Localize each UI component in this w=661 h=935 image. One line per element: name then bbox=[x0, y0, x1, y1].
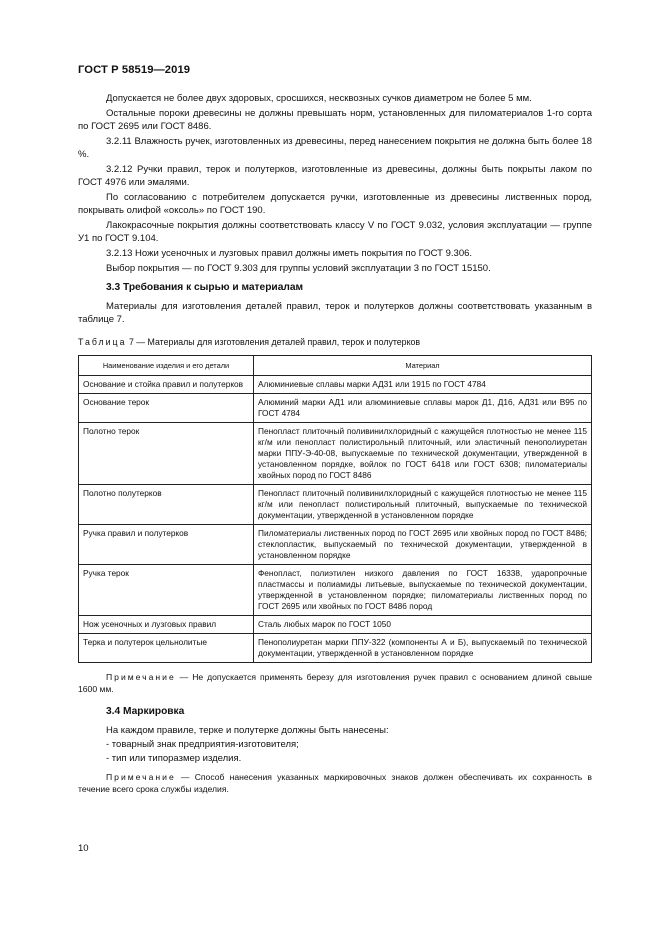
table-cell-item: Терка и полутерок цельнолитые bbox=[79, 634, 254, 663]
table-cell-item: Основание терок bbox=[79, 394, 254, 423]
paragraph: 3.2.13 Ножи усеночных и лузговых правил должны иметь покрытия по ГОСТ 9.306. bbox=[106, 248, 473, 259]
paragraph: Материалы для изготовления деталей правил, терок и полутерков должны соответствовать указанным в таблице 7. bbox=[78, 301, 592, 325]
table-row bbox=[79, 376, 592, 394]
table-row bbox=[79, 616, 592, 634]
note-text: — Способ нанесения указанных маркировочных знаков должен обеспечивать их сохранность в течение всего срока службы изделия. bbox=[78, 772, 592, 794]
table-cell-item: Основание и стойка правил и полутерков bbox=[79, 376, 254, 394]
note-label: Примечание bbox=[106, 672, 176, 682]
table-cell-item: Ручка терок bbox=[79, 565, 254, 616]
table-cell-item: Нож усеночных и лузговых правил bbox=[79, 616, 254, 634]
paragraph: Лакокрасочные покрытия должны соответствовать классу V по ГОСТ 9.032, условия эксплуатации — группе У1 по ГОСТ 9.104. bbox=[78, 220, 592, 244]
materials-table bbox=[78, 355, 592, 663]
note-text: — Не допускается применять березу для изготовления ручек правил с основанием длиной свыше 1600 мм. bbox=[78, 672, 592, 694]
table-caption-label: Таблица bbox=[78, 337, 127, 347]
table-note bbox=[78, 671, 592, 695]
table-cell-material: Пенопласт плиточный поливинилхлоридный с кажущейся плотностью не менее 115 кг/м или пенопласт полистирольный плиточный, выпускаемые по технической документации, утвержденной в установленном порядке bbox=[254, 485, 592, 525]
table-cell-material: Фенопласт, полиэтилен низкого давления по ГОСТ 16338, ударопрочные пластмассы и полиамиды литьевые, выпускаемые по технической документации, утвержденной в установленном порядке; пиломатериалы лиственных пород по ГОСТ 2695 или хвойных по ГОСТ 8486 пород bbox=[254, 565, 592, 616]
paragraph: 3.2.11 Влажность ручек, изготовленных из древесины, перед нанесением покрытия не должна быть более 18 %. bbox=[78, 136, 592, 160]
table-cell-material: Пенополиуретан марки ППУ-322 (компоненты А и Б), выпускаемый по технической документации, утвержденной в установленном порядке bbox=[254, 634, 592, 663]
table-row bbox=[79, 423, 592, 485]
table-cell-material: Алюминиевые сплавы марки АД31 или 1915 по ГОСТ 4784 bbox=[254, 376, 592, 394]
list-item: - товарный знак предприятия-изготовителя; bbox=[106, 739, 299, 750]
note-label: Примечание bbox=[106, 772, 176, 782]
table-cell-material: Пиломатериалы лиственных пород по ГОСТ 2695 или хвойных пород по ГОСТ 8486; стеклопластик, выпускаемый по технической документации, утвержденной в установленном порядке bbox=[254, 525, 592, 565]
table-row bbox=[79, 634, 592, 663]
table-header-row bbox=[79, 356, 592, 376]
document-header: ГОСТ Р 58519—2019 bbox=[78, 64, 191, 76]
table-row bbox=[79, 565, 592, 616]
table-caption-text: 7 — Материалы для изготовления деталей правил, терок и полутерков bbox=[126, 337, 421, 347]
paragraph: Допускается не более двух здоровых, сросшихся, несквозных сучков диаметром не более 5 мм. bbox=[106, 93, 532, 104]
table-cell-item: Ручка правил и полутерков bbox=[79, 525, 254, 565]
table-header-cell: Материал bbox=[254, 356, 592, 376]
paragraph: Остальные пороки древесины не должны превышать норм, установленных для пиломатериалов 1-го сорта по ГОСТ 2695 или ГОСТ 8486. bbox=[78, 108, 592, 132]
page-number: 10 bbox=[78, 843, 89, 854]
body-text bbox=[78, 92, 592, 795]
table-cell-material: Сталь любых марок по ГОСТ 1050 bbox=[254, 616, 592, 634]
table-row bbox=[79, 485, 592, 525]
paragraph: По согласованию с потребителем допускается ручки, изготовленные из древесины лиственных пород, покрывать олифой «оксоль» по ГОСТ 190. bbox=[78, 192, 592, 216]
table-row bbox=[79, 394, 592, 423]
table-cell-material: Алюминий марки АД1 или алюминиевые сплавы марок Д1, Д16, АД31 или В95 по ГОСТ 4784 bbox=[254, 394, 592, 423]
table-header-cell: Наименование изделия и его детали bbox=[79, 356, 254, 376]
table-cell-item: Полотно полутерков bbox=[79, 485, 254, 525]
table-cell-item: Полотно терок bbox=[79, 423, 254, 485]
paragraph: На каждом правиле, терке и полутерке должны быть нанесены: bbox=[106, 725, 389, 736]
marking-note bbox=[78, 771, 592, 795]
table-cell-material: Пенопласт плиточный поливинилхлоридный с кажущейся плотностью не менее 115 кг/м или пенопласт полистирольный плиточный, или эластичный пенополиуретан марки ППУ-Э-40-08, выпускаемые по технической документации, утвержденной в установленном порядке, войлок по ГОСТ 6418 или ГОСТ 6308; пиломатериалы хвойных пород по ГОСТ 8486 bbox=[254, 423, 592, 485]
section-heading: 3.3 Требования к сырью и материалам bbox=[106, 282, 304, 293]
table-caption bbox=[78, 336, 592, 349]
paragraph: Выбор покрытия — по ГОСТ 9.303 для группы условий эксплуатации 3 по ГОСТ 15150. bbox=[106, 263, 491, 274]
table-row bbox=[79, 525, 592, 565]
section-heading: 3.4 Маркировка bbox=[106, 706, 185, 717]
list-item: - тип или типоразмер изделия. bbox=[106, 753, 242, 764]
paragraph: 3.2.12 Ручки правил, терок и полутерков, изготовленные из древесины, должны быть покрыты лаком по ГОСТ 4976 или эмалями. bbox=[78, 164, 592, 188]
